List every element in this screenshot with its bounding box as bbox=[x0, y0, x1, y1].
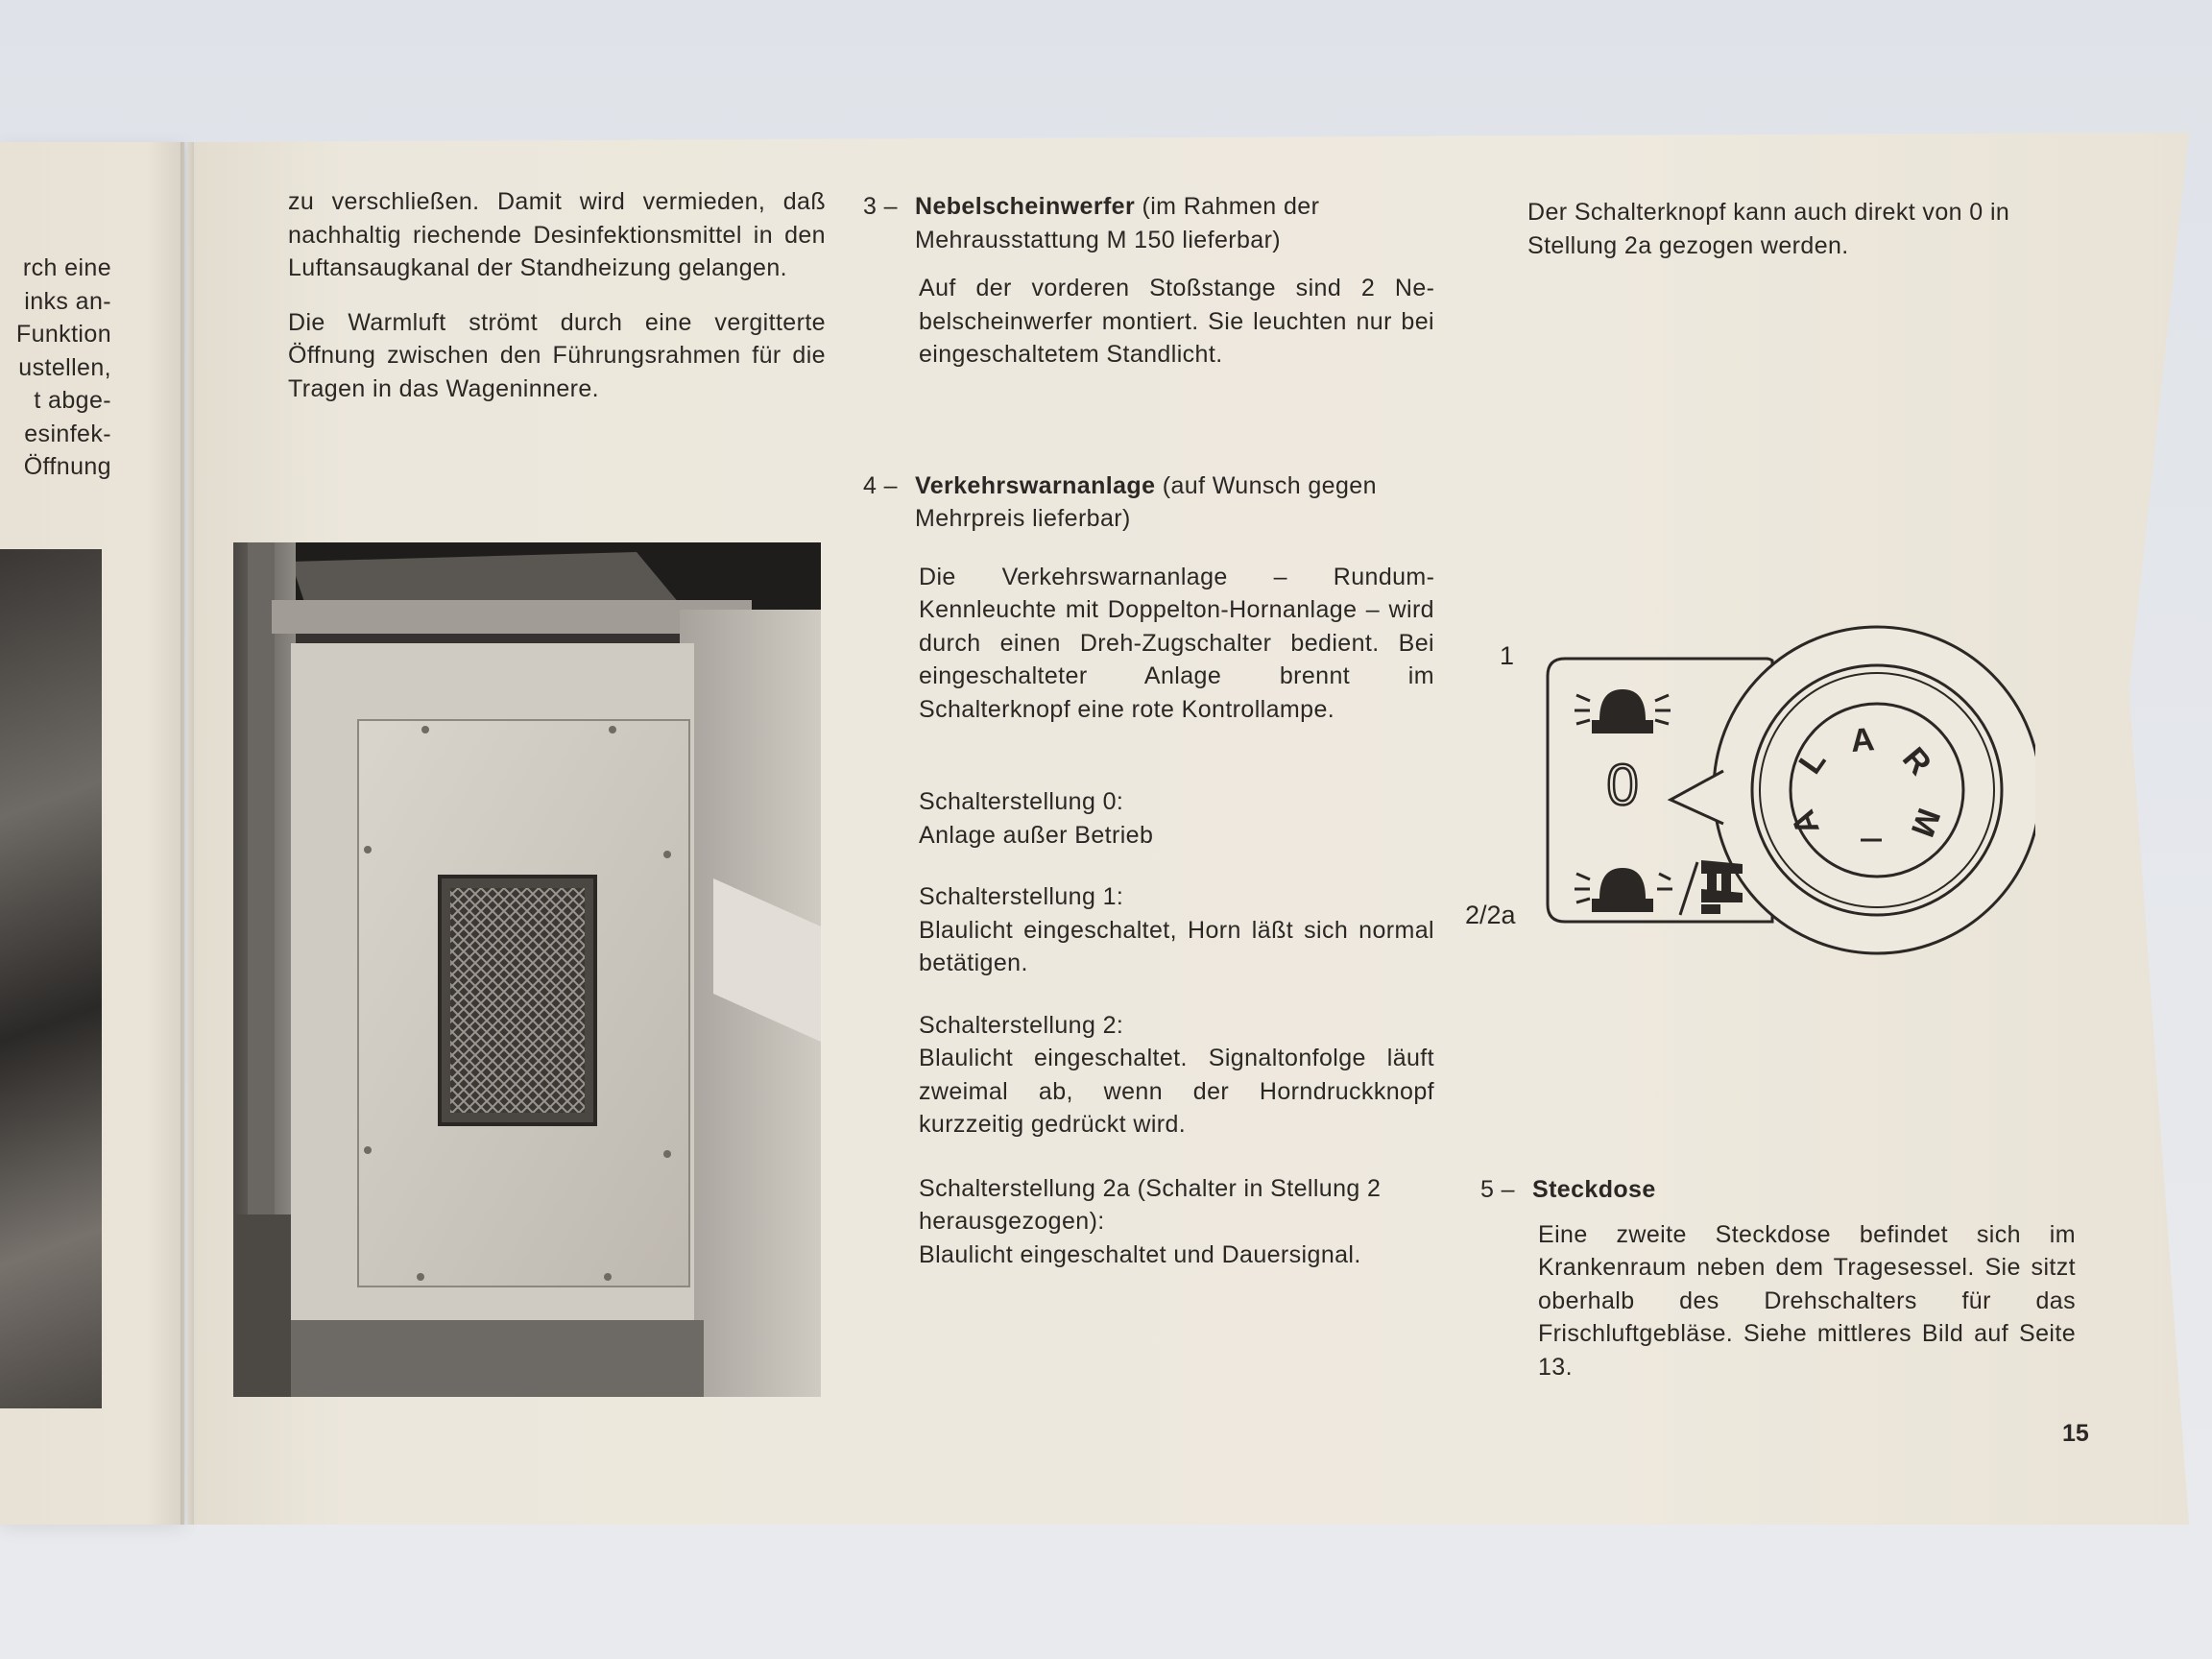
left-line: inks an- bbox=[24, 287, 111, 315]
beacon-horn-icon bbox=[1575, 860, 1743, 915]
paragraph: Die Warmluft strömt durch eine vergitterte Öffnung zwischen den Führungsrahmen für die Tragen in das Wageninnere. bbox=[288, 308, 826, 402]
column-1 bbox=[288, 185, 826, 405]
knob-letter: L bbox=[1791, 743, 1834, 781]
switch-positions bbox=[863, 785, 1434, 1271]
photo-heater-grille bbox=[233, 542, 821, 1397]
column-2 bbox=[863, 190, 1434, 1271]
item-3-heading bbox=[863, 190, 1434, 256]
item-number: 5 – bbox=[1480, 1176, 1515, 1203]
item-suffix: (im Rahmen der Mehrausstattung M 150 lieferbar) bbox=[915, 193, 1320, 253]
item-number: 3 – bbox=[863, 193, 898, 220]
item-title: Nebelscheinwerfer bbox=[915, 193, 1136, 220]
left-page-photo bbox=[0, 549, 102, 1408]
knob-letter: A bbox=[1849, 721, 1876, 760]
left-line: ustellen, bbox=[18, 353, 111, 381]
switch-position-label: Schalterstellung 2a (Schalter in Stellung 2 herausgezogen): bbox=[919, 1174, 1382, 1235]
switch-position-label: Schalterstellung 1: bbox=[919, 883, 1124, 910]
knob-letter: R bbox=[1894, 740, 1938, 782]
item-5-body: Eine zweite Steckdose befindet sich im Krankenraum neben dem Tragesessel. Sie sitzt oberhalb des Drehschalters für das Frischluftgebläse. Siehe mittleres Bild auf Seite 13. bbox=[1538, 1220, 2076, 1381]
book-gutter bbox=[180, 142, 194, 1525]
pointer-arrow-icon bbox=[1671, 771, 1723, 824]
item-4-heading bbox=[863, 469, 1434, 536]
knob-letter: A bbox=[1784, 805, 1827, 840]
left-page-text-fragment bbox=[0, 252, 111, 484]
paragraph: zu verschließen. Damit wird vermieden, daß nachhaltig riechende Desinfektionsmittel in den Luftansaugkanal der Standheizung gelangen. bbox=[288, 188, 826, 281]
knob-outer-ring bbox=[1714, 627, 2035, 953]
switch-position-text: Blaulicht eingeschaltet, Horn läßt sich normal betätigen. bbox=[919, 916, 1434, 976]
switch-position-label: Schalterstellung 2: bbox=[919, 1011, 1124, 1039]
paragraph: Der Schalterknopf kann auch direkt von 0 in Stellung 2a gezogen werden. bbox=[1527, 199, 2010, 259]
item-suffix: (auf Wunsch gegen Mehrpreis lieferbar) bbox=[915, 471, 1377, 532]
beacon-light-icon bbox=[1575, 689, 1671, 733]
left-line: Funktion bbox=[15, 321, 111, 348]
item-5-heading bbox=[1480, 1173, 2076, 1207]
switch-position-text: Anlage außer Betrieb bbox=[919, 821, 1154, 849]
diagram-label-1: 1 bbox=[1500, 641, 1515, 670]
switch-position-label: Schalterstellung 0: bbox=[919, 788, 1124, 815]
switch-position-text: Blaulicht eingeschaltet. Signaltonfolge läuft zweimal ab, wenn der Horndruckknopf kurzzeitig gedrückt wird. bbox=[919, 1045, 1434, 1138]
left-line: t abge- bbox=[34, 387, 111, 414]
item-title: Steckdose bbox=[1532, 1176, 1656, 1203]
column-3-item-5 bbox=[1480, 1173, 2076, 1383]
left-line: rch eine bbox=[22, 254, 111, 281]
alarm-switch-diagram bbox=[1527, 622, 2035, 960]
position-zero-label: 0 bbox=[1606, 753, 1639, 817]
left-line: esinfek- bbox=[24, 420, 111, 447]
item-4-body: Die Verkehrswarnanlage – RundumKennleuchte mit Doppelton-Hornanlage – wird durch einen Dreh-Zugschalter bedient. Bei eingeschalteter Anlage brennt im Schalterknopf eine rote Kontrollampe. bbox=[919, 563, 1434, 723]
item-title: Verkehrswarnanlage bbox=[915, 471, 1156, 499]
item-3-body: Auf der vorderen Stoßstange sind 2 Nebelscheinwerfer montiert. Sie leuchten nur bei eingeschaltetem Standlicht. bbox=[919, 275, 1434, 368]
column-3-top-text bbox=[1527, 196, 2065, 262]
diagram-label-2a: 2/2a bbox=[1465, 901, 1516, 929]
item-number: 4 – bbox=[863, 471, 898, 499]
left-line: Öffnung bbox=[23, 453, 111, 480]
page-number: 15 bbox=[2062, 1420, 2089, 1447]
knob-letter: M bbox=[1903, 803, 1948, 842]
switch-position-text: Blaulicht eingeschaltet und Dauersignal. bbox=[919, 1240, 1361, 1268]
